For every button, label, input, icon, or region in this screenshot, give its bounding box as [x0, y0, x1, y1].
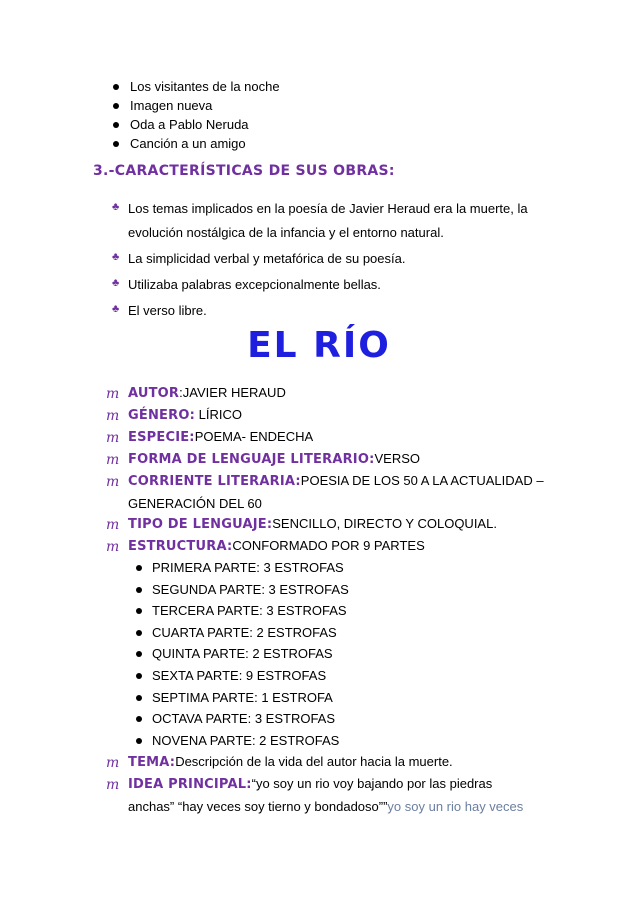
detail-tipo: m TIPO DE LENGUAJE:SENCILLO, DIRECTO Y COLOQUIAL.	[106, 516, 497, 533]
detail-tema: m TEMA:Descripción de la vida del autor hacia la muerte.	[106, 754, 453, 772]
club-icon: ♣	[112, 251, 120, 263]
detail-estructura: m ESTRUCTURA:CONFORMADO POR 9 PARTES PRIMERA PARTE: 3 ESTROFAS SEGUNDA PARTE: 3 ESTROFAS TERCERA PARTE: 3 ESTROFAS CUARTA PARTE: 2 ESTROFAS QUINTA PARTE: 2 ESTROFAS SEXTA PARTE: 9 ESTROFAS SEPTIMA PARTE: 1 ESTROFA OCTAVA PARTE: 3 ESTROFAS NOVENA PARTE: 2 ESTROFAS	[106, 536, 556, 752]
bullet-icon	[113, 103, 119, 109]
ornament-icon: m	[106, 474, 120, 490]
works-list	[113, 78, 280, 154]
bullet-icon	[113, 141, 119, 147]
list-item: Imagen nueva	[113, 97, 280, 116]
ornament-icon: m	[106, 386, 120, 402]
list-item: ♣ La simplicidad verbal y metafórica de su poesía.	[112, 247, 552, 269]
list-item: Oda a Pablo Neruda	[113, 116, 280, 135]
list-item: CUARTA PARTE: 2 ESTROFAS	[132, 623, 556, 645]
detail-forma: m FORMA DE LENGUAJE LITERARIO:VERSO	[106, 451, 420, 468]
club-icon: ♣	[112, 277, 120, 289]
list-item: OCTAVA PARTE: 3 ESTROFAS	[132, 709, 556, 731]
detail-autor: m AUTOR:JAVIER HERAUD	[106, 385, 286, 402]
characteristics-list	[112, 197, 552, 325]
section-heading: 3.-CARACTERÍSTICAS DE SUS OBRAS:	[93, 163, 395, 179]
list-item: SEPTIMA PARTE: 1 ESTROFA	[132, 688, 556, 710]
details-list	[106, 383, 556, 817]
list-item: ♣ El verso libre.	[112, 299, 552, 321]
bullet-icon	[113, 84, 119, 90]
bullet-icon	[136, 630, 142, 636]
ornament-icon: m	[106, 777, 120, 794]
ornament-icon: m	[106, 452, 120, 468]
detail-idea: m IDEA PRINCIPAL:“yo soy un rio voy bajando por las piedras anchas” “hay veces soy tierno y bondadoso””yo soy un rio hay veces	[106, 776, 524, 815]
ornament-icon: m	[106, 430, 120, 446]
bullet-icon	[136, 738, 142, 744]
ornament-icon: m	[106, 408, 120, 424]
bullet-icon	[136, 651, 142, 657]
ornament-icon: m	[106, 539, 120, 555]
list-item: ♣ Utilizaba palabras excepcionalmente bellas.	[112, 273, 552, 295]
bullet-icon	[136, 565, 142, 571]
list-item: QUINTA PARTE: 2 ESTROFAS	[132, 644, 556, 666]
list-item: Canción a un amigo	[113, 135, 280, 154]
list-item: TERCERA PARTE: 3 ESTROFAS	[132, 601, 556, 623]
list-item: NOVENA PARTE: 2 ESTROFAS	[132, 731, 556, 753]
bullet-icon	[136, 608, 142, 614]
list-item: ♣ Los temas implicados en la poesía de Javier Heraud era la muerte, la evolución nostálgica de la infancia y el entorno natural.	[112, 197, 552, 243]
detail-especie: m ESPECIE:POEMA- ENDECHA	[106, 429, 314, 446]
list-item: SEGUNDA PARTE: 3 ESTROFAS	[132, 580, 556, 602]
list-item: Los visitantes de la noche	[113, 78, 280, 97]
bullet-icon	[136, 673, 142, 679]
detail-corriente: m CORRIENTE LITERARIA:POESIA DE LOS 50 A LA ACTUALIDAD – GENERACIÓN DEL 60	[106, 473, 544, 511]
bullet-icon	[136, 716, 142, 722]
ornament-icon: m	[106, 755, 120, 772]
club-icon: ♣	[112, 201, 120, 213]
bullet-icon	[136, 587, 142, 593]
bullet-icon	[113, 122, 119, 128]
bullet-icon	[136, 695, 142, 701]
list-item: PRIMERA PARTE: 3 ESTROFAS	[132, 558, 556, 580]
detail-genero: m GÉNERO: LÍRICO	[106, 407, 242, 424]
parts-list	[132, 558, 556, 752]
page-title: EL RÍO	[247, 325, 391, 366]
list-item: SEXTA PARTE: 9 ESTROFAS	[132, 666, 556, 688]
club-icon: ♣	[112, 303, 120, 315]
ornament-icon: m	[106, 517, 120, 533]
